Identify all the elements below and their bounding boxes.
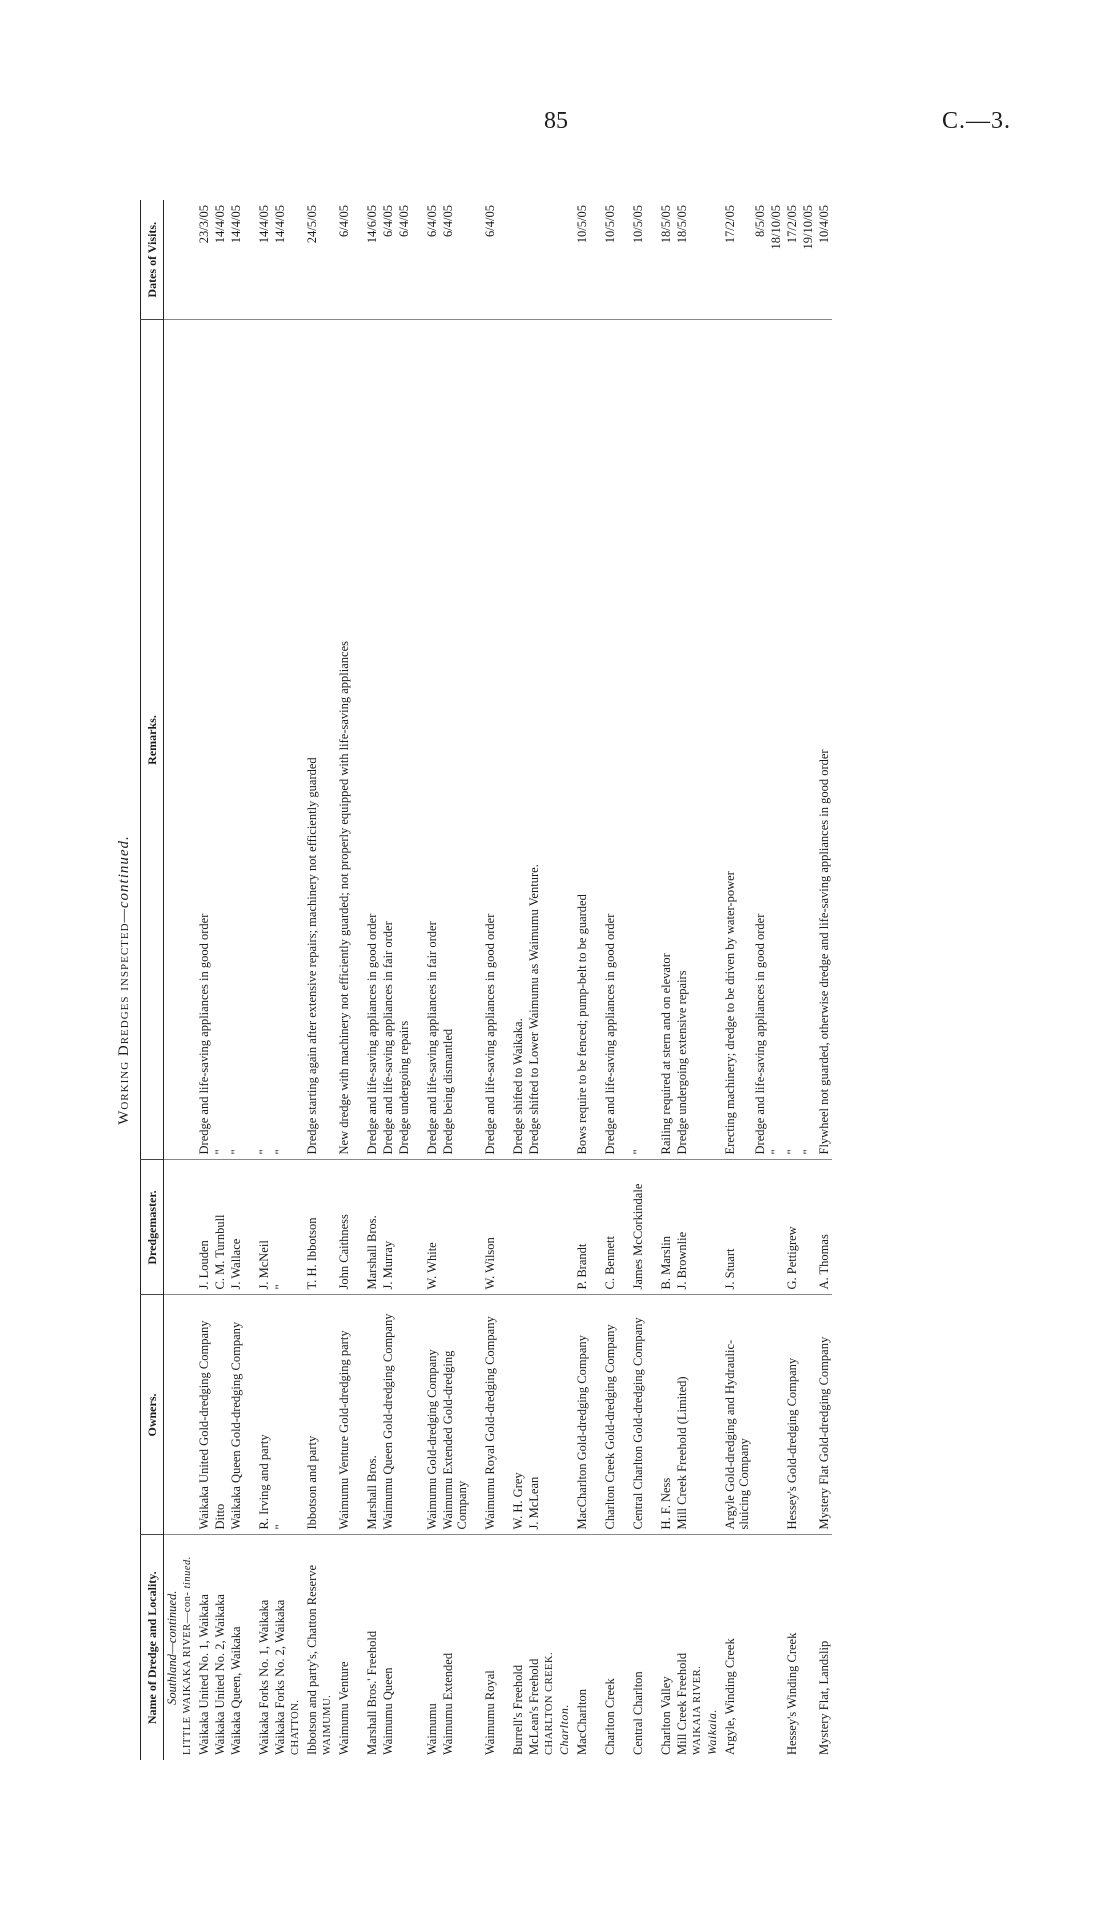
row-name: MacCharlton [574, 1535, 590, 1760]
row-remarks: New dredge with machinery not efficiently guarded; not properly equipped with life-saving appliances [336, 320, 352, 1160]
row-remarks: Dredge undergoing repairs [396, 320, 412, 1160]
row-remarks: Dredge being dismantled [440, 320, 470, 1160]
spacer-row [244, 200, 256, 1760]
row-owner: Waimumu Extended Gold-dredging Company [440, 1295, 470, 1535]
row-owner: R. Irving and party [256, 1295, 272, 1535]
table-row [304, 200, 320, 1760]
row-owner: H. F. Ness [658, 1295, 674, 1535]
row-name: Waikaka Forks No. 1, Waikaka [256, 1535, 272, 1760]
row-remarks: " [784, 320, 800, 1160]
row-master: C. M. Turnbull [212, 1160, 228, 1295]
table-row [574, 200, 590, 1760]
row-name: Argyle, Winding Creek [722, 1535, 752, 1760]
row-remarks: Dredge and life-saving appliances in fair order [424, 320, 440, 1160]
section-heading-row [320, 200, 336, 1760]
row-name: Hessey's Winding Creek [784, 1535, 800, 1760]
row-remarks: Dredge starting again after extensive repairs; machinery not efficiently guarded [304, 320, 320, 1160]
row-master: T. H. Ibbotson [304, 1160, 320, 1295]
row-master: A. Thomas [816, 1160, 832, 1295]
table-row [272, 200, 288, 1760]
row-master: J. Brownlie [674, 1160, 690, 1295]
row-date [526, 200, 542, 320]
row-remarks: Dredge undergoing extensive repairs [674, 320, 690, 1160]
row-name: Marshall Bros.' Freehold [364, 1535, 380, 1760]
row-name: Waikaka United No. 1, Waikaka [196, 1535, 212, 1760]
table-row [602, 200, 618, 1760]
row-remarks: Dredge and life-saving appliances in good order [482, 320, 498, 1160]
section-waikaia-line2: Waikaia. [705, 1709, 719, 1755]
row-master: J. Stuart [722, 1160, 752, 1295]
section-waikaia-line1: WAIKAIA RIVER. [692, 1665, 703, 1755]
row-master: " [272, 1160, 288, 1295]
row-date: 14/4/05 [257, 205, 271, 244]
row-owner: Hessey's Gold-dredging Company [784, 1295, 800, 1535]
row-name [768, 1535, 784, 1760]
table-row [256, 200, 272, 1760]
row-master: J. McNeil [256, 1160, 272, 1295]
row-owner [768, 1295, 784, 1535]
row-date: 14/6/05 [365, 205, 379, 244]
row-date: 6/4/05 [425, 205, 439, 237]
row-remarks: Dredge and life-saving appliances in good order [196, 320, 212, 1160]
table-row [212, 200, 228, 1760]
section-charlton [542, 1535, 574, 1760]
row-date: 10/5/05 [575, 205, 589, 244]
row-owner: Marshall Bros. [364, 1295, 380, 1535]
row-owner: J. McLean [526, 1295, 542, 1535]
row-name: Central Charlton [630, 1535, 646, 1760]
row-date: 8/5/05 [753, 205, 767, 237]
row-master: C. Bennett [602, 1160, 618, 1295]
row-master [526, 1160, 542, 1295]
header-dates: Dates of Visits. [141, 200, 164, 320]
row-date: 17/2/05 [785, 205, 799, 244]
spacer-row [470, 200, 482, 1760]
dredges-table [140, 200, 832, 1760]
section-chatton: CHATTON. [288, 1535, 304, 1760]
row-date: 6/4/05 [337, 205, 351, 237]
row-date [510, 200, 526, 320]
row-owner: Waimumu Queen Gold-dredging Company [380, 1295, 396, 1535]
row-owner: Mill Creek Freehold (Limited) [674, 1295, 690, 1535]
row-name: Mill Creek Freehold [674, 1535, 690, 1760]
row-name: Charlton Valley [658, 1535, 674, 1760]
table-row [768, 200, 784, 1760]
row-name: Charlton Creek [602, 1535, 618, 1760]
row-date: 10/4/05 [817, 205, 831, 244]
row-name: Ibbotson and party's, Chatton Reserve [304, 1535, 320, 1760]
row-remarks: Railing required at stern and on elevator [658, 320, 674, 1160]
row-remarks: Dredge shifted to Waikaka. [510, 320, 526, 1160]
row-remarks: " [272, 320, 288, 1160]
table-row [228, 200, 244, 1760]
row-master: G. Pettigrew [784, 1160, 800, 1295]
spacer-row [590, 200, 602, 1760]
row-date: 6/4/05 [397, 205, 411, 237]
title-main: Dredges [116, 995, 132, 1057]
row-name: Waikaka Queen, Waikaka [228, 1535, 244, 1760]
spacer-row [352, 200, 364, 1760]
row-remarks: Dredge and life-saving appliances in fair order [380, 320, 396, 1160]
page-number: 85 [544, 108, 568, 134]
row-owner: Ditto [212, 1295, 228, 1535]
row-owner [752, 1295, 768, 1535]
row-date: 6/4/05 [483, 205, 497, 237]
row-name: Waimumu Queen [380, 1535, 396, 1760]
table-row [816, 200, 832, 1760]
table-row [440, 200, 470, 1760]
row-master [510, 1160, 526, 1295]
row-date: 6/4/05 [381, 205, 395, 237]
row-master: J. Murray [380, 1160, 396, 1295]
row-master: Marshall Bros. [364, 1160, 380, 1295]
row-remarks: " [256, 320, 272, 1160]
row-date: 18/5/05 [659, 205, 673, 244]
row-remarks: Dredge shifted to Lower Waimumu as Waimumu Venture. [526, 320, 542, 1160]
table-row [380, 200, 396, 1760]
section-charlton-line1: CHARLTON CREEK. [544, 1651, 555, 1755]
row-remarks: Flywheel not guarded, otherwise dredge and life-saving appliances in good order [816, 320, 832, 1160]
row-owner: Waikaka United Gold-dredging Company [196, 1295, 212, 1535]
row-date: 10/5/05 [603, 205, 617, 244]
header-name: Name of Dredge and Locality. [141, 1535, 164, 1760]
row-master: P. Brandt [574, 1160, 590, 1295]
row-master: J. Wallace [228, 1160, 244, 1295]
row-owner: Waimumu Gold-dredging Company [424, 1295, 440, 1535]
row-owner: Waimumu Venture Gold-dredging party [336, 1295, 352, 1535]
row-owner: Ibbotson and party [304, 1295, 320, 1535]
region-row [164, 200, 181, 1760]
row-owner: Mystery Flat Gold-dredging Company [816, 1295, 832, 1535]
section-heading-row [288, 200, 304, 1760]
row-date: 14/4/05 [229, 205, 243, 244]
table-row [526, 200, 542, 1760]
table-row [674, 200, 690, 1760]
row-remarks: Dredge and life-saving appliances in good order [364, 320, 380, 1160]
row-remarks: " [768, 320, 784, 1160]
region-name: Southland—continued. [164, 1535, 181, 1760]
row-remarks: Erecting machinery; dredge to be driven by water-power [722, 320, 752, 1160]
table-row [482, 200, 498, 1760]
table-header-row [141, 200, 164, 1760]
row-owner: Central Charlton Gold-dredging Company [630, 1295, 646, 1535]
row-master [396, 1160, 412, 1295]
row-master: James McCorkindale [630, 1160, 646, 1295]
section-little-waikaka-line2: tinued. [182, 1556, 193, 1589]
row-date: 10/5/05 [631, 205, 645, 244]
row-owner: Waimumu Royal Gold-dredging Company [482, 1295, 498, 1535]
section-little-waikaka [180, 1535, 196, 1760]
spacer-row [412, 200, 424, 1760]
row-date: 14/4/05 [273, 205, 287, 244]
parliamentary-paper-reference: C.—3. [942, 108, 1012, 134]
section-waimumu: WAIMUMU. [320, 1535, 336, 1760]
row-owner: MacCharlton Gold-dredging Company [574, 1295, 590, 1535]
section-waikaia [690, 1535, 722, 1760]
table-row [800, 200, 816, 1760]
section-charlton-line2: Charlton. [557, 1704, 571, 1755]
table-row [336, 200, 352, 1760]
row-owner [396, 1295, 412, 1535]
title-suffix: —continued. [116, 835, 132, 923]
row-date: 24/5/05 [305, 205, 319, 244]
section-heading-row [180, 200, 196, 1760]
row-date: 18/5/05 [675, 205, 689, 244]
section-little-waikaka-line1: LITTLE WAIKAKA RIVER—con- [182, 1591, 193, 1755]
row-name: McLean's Freehold [526, 1535, 542, 1760]
row-name: Waimumu Venture [336, 1535, 352, 1760]
row-owner [800, 1295, 816, 1535]
row-owner: Charlton Creek Gold-dredging Company [602, 1295, 618, 1535]
table-row [196, 200, 212, 1760]
row-owner: Waikaka Queen Gold-dredging Company [228, 1295, 244, 1535]
row-master [800, 1160, 816, 1295]
table-row [396, 200, 412, 1760]
row-name [752, 1535, 768, 1760]
table-row [630, 200, 646, 1760]
row-name: Mystery Flat, Landslip [816, 1535, 832, 1760]
table-row [722, 200, 752, 1760]
row-remarks: " [228, 320, 244, 1160]
header-dredgemaster: Dredgemaster. [141, 1160, 164, 1295]
row-remarks: " [800, 320, 816, 1160]
row-name: Waimumu [424, 1535, 440, 1760]
row-remarks: Dredge and life-saving appliances in good order [602, 320, 618, 1160]
row-master: John Caithness [336, 1160, 352, 1295]
row-name [396, 1535, 412, 1760]
table-row [658, 200, 674, 1760]
row-date: 23/3/05 [197, 205, 211, 244]
row-remarks: " [630, 320, 646, 1160]
row-name: Waikaka Forks No. 2, Waikaka [272, 1535, 288, 1760]
row-remarks: " [212, 320, 228, 1160]
table-row [784, 200, 800, 1760]
row-master [768, 1160, 784, 1295]
table-row [752, 200, 768, 1760]
row-name: Waikaka United No. 2, Waikaka [212, 1535, 228, 1760]
row-date: 17/2/05 [723, 205, 737, 244]
row-owner: W. H. Grey [510, 1295, 526, 1535]
row-remarks: Bows require to be fenced; pump-belt to be guarded [574, 320, 590, 1160]
row-date: 6/4/05 [441, 205, 455, 237]
header-remarks: Remarks. [141, 320, 164, 1160]
row-name [800, 1535, 816, 1760]
row-name: Waimumu Extended [440, 1535, 470, 1760]
section-heading-row [690, 200, 722, 1760]
row-master: W. White [424, 1160, 440, 1295]
table-title [116, 200, 133, 1760]
title-rest: inspected [116, 922, 132, 991]
rotated-table-sheet [112, 200, 1032, 1760]
title-prefix: Working [116, 1060, 132, 1125]
table-row [364, 200, 380, 1760]
row-owner: Argyle Gold-dredging and Hydraulic-sluicing Company [722, 1295, 752, 1535]
table-row [510, 200, 526, 1760]
spacer-row [498, 200, 510, 1760]
row-master: B. Marslin [658, 1160, 674, 1295]
row-name: Waimumu Royal [482, 1535, 498, 1760]
row-date: 19/10/05 [801, 205, 815, 250]
row-master: J. Louden [196, 1160, 212, 1295]
row-date: 14/4/05 [213, 205, 227, 244]
row-master: W. Wilson [482, 1160, 498, 1295]
row-master [752, 1160, 768, 1295]
table-row [424, 200, 440, 1760]
header-owners: Owners. [141, 1295, 164, 1535]
row-master [440, 1160, 470, 1295]
row-date: 18/10/05 [769, 205, 783, 250]
row-remarks: Dredge and life-saving appliances in good order [752, 320, 768, 1160]
section-heading-row [542, 200, 574, 1760]
row-owner: " [272, 1295, 288, 1535]
row-name: Burrell's Freehold [510, 1535, 526, 1760]
spacer-row [618, 200, 630, 1760]
spacer-row [646, 200, 658, 1760]
